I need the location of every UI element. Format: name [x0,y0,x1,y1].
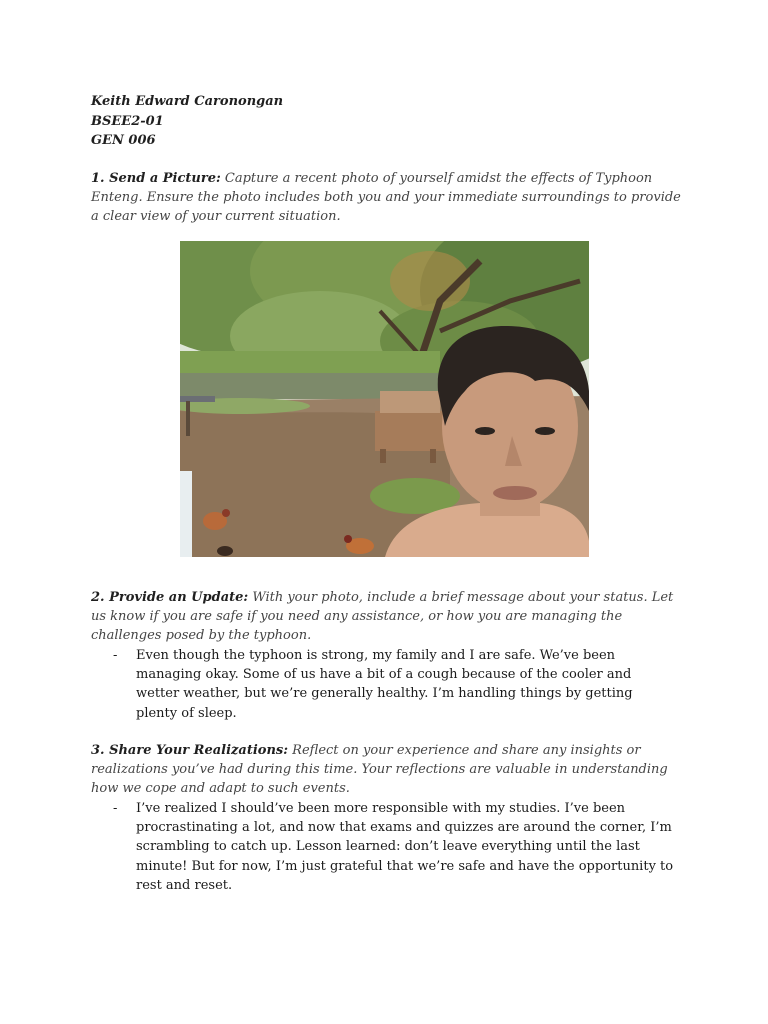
question-3-prompt [91,741,691,799]
bullet-dash: - [113,800,118,816]
question-1-title: 1. Send a Picture: [91,171,221,186]
question-3-text: Reflect on your experience and share any insights or realizations you’ve had during this time. Your reflections are valuable in understanding how we cope and adapt to such events. [91,743,668,797]
question-2-prompt [91,588,691,646]
question-1-text: Capture a recent photo of yourself amidst the effects of Typhoon Enteng. Ensure the photo includes both you and your immediate surroundings to provide a clear view of your current situation. [91,171,681,225]
course-code: GEN 006 [91,133,156,148]
student-name: Keith Edward Caronongan [91,94,284,109]
question-2-text: With your photo, include a brief message about your status. Let us know if you are safe if you need any assistance, or how you are managing the challenges posed by the typhoon. [91,590,674,644]
student-section: BSEE2-01 [91,113,164,129]
question-2 [91,588,691,723]
selfie-photo [180,241,589,557]
bullet-dash: - [113,647,118,663]
question-1 [91,169,691,227]
question-3-answer [91,799,681,895]
student-header [91,92,283,151]
question-3 [91,741,691,895]
question-2-title: 2. Provide an Update: [91,590,249,605]
question-2-answer [91,646,676,723]
question-2-answer-text: Even though the typhoon is strong, my family and I are safe. We’ve been managing okay. Some of us have a bit of a cough because of the cooler and wetter weather, but we’re generally healthy. I’m handling things by getting plenty of sleep. [136,647,633,721]
question-3-title: 3. Share Your Realizations: [91,743,289,758]
question-3-answer-text: I’ve realized I should’ve been more responsible with my studies. I’ve been procrastinating a lot, and now that exams and quizzes are around the corner, I’m scrambling to catch up. Lesson learned: don’t leave everything until the last minute! But for now, I’m just grateful that we’re safe and have the opportunity to rest and reset. [136,800,674,893]
question-1-prompt [91,169,691,227]
